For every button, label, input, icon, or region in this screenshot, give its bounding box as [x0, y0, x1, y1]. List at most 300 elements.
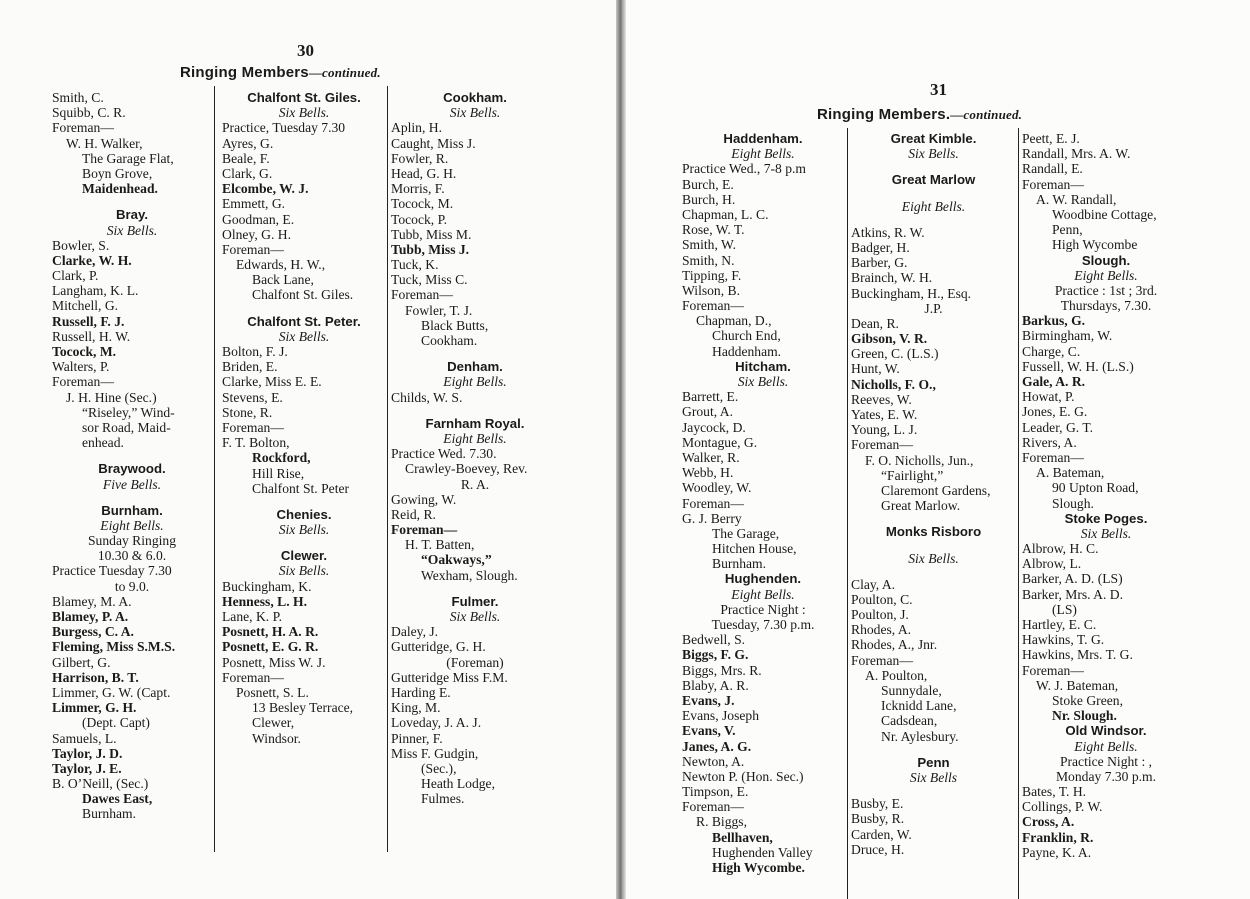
bells-note: Six Bells.: [278, 563, 330, 579]
entry-line: Woodley, W.: [682, 480, 752, 496]
spacer: [222, 496, 386, 507]
entry-line: Barrett, E.: [682, 389, 739, 405]
bells-note: Six Bells.: [278, 522, 330, 538]
entry-line: Rhodes, A.: [851, 622, 912, 638]
entry-line: Black Butts,: [421, 317, 489, 333]
entry-line: Woodbine Cottage,: [1052, 206, 1157, 222]
entry-line: Pinner, F.: [391, 730, 443, 746]
entry-line: Maidenhead.: [82, 181, 158, 197]
entry-line: Barber, G.: [851, 255, 908, 271]
entry-line: Foreman—: [682, 495, 744, 511]
bells-note: Six Bells.: [449, 609, 501, 624]
entry-line: H. T. Batten,: [405, 537, 475, 553]
entry-line: Rockford,: [252, 450, 311, 466]
entry-line: Clewer,: [252, 715, 295, 731]
entry-line: Busby, R.: [851, 811, 905, 827]
section-heading: Clewer.: [280, 548, 328, 564]
entry-line: Charge, C.: [1022, 343, 1081, 359]
entry-line: Cadsdean,: [881, 713, 938, 729]
entry-line: Caught, Miss J.: [391, 135, 476, 151]
entry-line: Practice Night : ,: [1059, 753, 1153, 769]
entry-line: Foreman—: [52, 120, 114, 136]
entry-line: Foreman—: [682, 799, 744, 815]
entry-line: Ayres, G.: [222, 135, 274, 151]
entry-line: Limmer, G. H.: [52, 700, 137, 716]
bells-note: Six Bells.: [908, 550, 959, 566]
entry-line: Briden, E.: [222, 359, 278, 375]
entry-line: Howat, P.: [1022, 389, 1075, 405]
entry-line: Burch, H.: [682, 191, 736, 207]
bells-note: Six Bells.: [737, 374, 789, 389]
entry-line: B. O’Neill, (Sec.): [52, 776, 149, 792]
entry-line: High Wycombe.: [712, 860, 805, 875]
entry-line: Clarke, W. H.: [52, 252, 132, 268]
spacer: [851, 540, 1016, 551]
entry-line: Tubb, Miss M.: [391, 226, 472, 242]
column-2: [222, 90, 386, 746]
section-heading: Chalfont St. Giles.: [247, 90, 361, 105]
entry-line: Randall, E.: [1022, 161, 1083, 177]
entry-line: Back Lane,: [252, 272, 314, 288]
entry-line: Gale, A. R.: [1022, 374, 1086, 389]
entry-line: Posnett, S. L.: [236, 684, 309, 700]
entry-line: Poulton, J.: [851, 607, 909, 623]
entry-line: Boyn Grove,: [82, 165, 153, 181]
entry-line: Reid, R.: [391, 506, 436, 522]
entry-line: Rivers, A.: [1022, 434, 1077, 450]
entry-line: Green, C. (L.S.): [851, 346, 939, 362]
entry-line: Albrow, H. C.: [1022, 541, 1099, 557]
column-divider: [214, 86, 215, 852]
entry-line: Carden, W.: [851, 826, 912, 842]
spacer: [52, 450, 212, 461]
entry-line: Reeves, W.: [851, 391, 912, 407]
entry-line: High Wycombe: [1052, 237, 1138, 253]
entry-line: Foreman—: [851, 437, 913, 453]
entry-line: Franklin, R.: [1022, 829, 1094, 845]
section-heading: Burnham.: [101, 502, 163, 518]
bells-note: Eight Bells.: [901, 198, 966, 214]
section-heading: Cookham.: [443, 90, 507, 105]
entry-line: Grout, A.: [682, 404, 733, 420]
entry-line: Chalfont St. Giles.: [252, 287, 354, 303]
column-2: [851, 131, 1016, 857]
entry-line: Blamey, P. A.: [52, 609, 129, 624]
bells-note: Six Bells.: [1080, 525, 1132, 541]
bells-note: Six Bells.: [449, 105, 501, 121]
entry-line: to 9.0.: [114, 578, 150, 594]
entry-line: (Dept. Capt): [82, 715, 150, 731]
entry-line: Dean, R.: [851, 315, 899, 331]
entry-line: Bedwell, S.: [682, 632, 746, 648]
entry-line: Stevens, E.: [222, 389, 283, 405]
entry-line: F. O. Nicholls, Jun.,: [865, 452, 974, 468]
entry-line: Hawkins, Mrs. T. G.: [1022, 647, 1133, 663]
section-heading: Slough.: [1081, 252, 1131, 268]
entry-line: (Foreman): [446, 654, 504, 670]
entry-line: Bolton, F. J.: [222, 344, 288, 359]
entry-line: W. H. Walker,: [66, 135, 143, 151]
entry-line: “Fairlight,”: [881, 467, 944, 483]
page-title-continued: —continued.: [308, 65, 381, 80]
entry-line: Posnett, Miss W. J.: [222, 654, 326, 670]
entry-line: Posnett, E. G. R.: [222, 639, 319, 655]
entry-line: Tuck, Miss C.: [391, 272, 468, 288]
entry-line: J.P.: [924, 300, 943, 316]
spacer: [391, 583, 559, 594]
entry-line: The Garage Flat,: [82, 150, 174, 166]
bells-note: Eight Bells.: [1074, 267, 1138, 283]
entry-line: Elcombe, W. J.: [222, 181, 309, 197]
entry-line: Slough.: [1052, 495, 1094, 511]
entry-line: Fussell, W. H. (L.S.): [1022, 358, 1134, 374]
entry-line: Bates, T. H.: [1022, 784, 1087, 800]
bells-note: Five Bells.: [102, 476, 162, 492]
entry-line: Russell, F. J.: [52, 313, 125, 329]
entry-line: Evans, Joseph: [682, 708, 760, 724]
entry-line: Heath Lodge,: [421, 776, 495, 792]
entry-line: Blaby, A. R.: [682, 677, 749, 693]
entry-line: Penn,: [1052, 222, 1083, 238]
entry-line: Randall, Mrs. A. W.: [1022, 146, 1131, 162]
page-number: 30: [297, 41, 314, 60]
entry-line: Langham, K. L.: [52, 283, 139, 299]
entry-line: Bellhaven,: [712, 829, 773, 845]
entry-line: Practice Tuesday 7.30: [52, 563, 172, 579]
entry-line: Practice : 1st ; 3rd.: [1054, 282, 1158, 298]
entry-line: Miss F. Gudgin,: [391, 745, 479, 761]
entry-line: Loveday, J. A. J.: [391, 715, 482, 731]
entry-line: Collings, P. W.: [1022, 799, 1103, 815]
section-heading: Penn: [917, 754, 950, 770]
section-heading: Haddenham.: [723, 131, 803, 146]
spacer: [52, 196, 212, 207]
entry-line: Church End,: [712, 328, 781, 344]
entry-line: Yates, E. W.: [851, 407, 918, 422]
entry-line: Great Marlow.: [881, 498, 961, 514]
entry-line: Barker, A. D. (LS): [1022, 571, 1123, 587]
bells-note: Eight Bells.: [731, 586, 795, 602]
entry-line: Sunnydale,: [881, 683, 942, 698]
entry-line: Foreman—: [1022, 662, 1084, 678]
section-heading: Monks Risboro: [885, 524, 982, 540]
entry-line: Webb, H.: [682, 465, 734, 481]
entry-line: Barker, Mrs. A. D.: [1022, 586, 1124, 602]
entry-line: Wilson, B.: [682, 282, 740, 298]
entry-line: Rhodes, A., Jnr.: [851, 637, 938, 653]
entry-line: R. Biggs,: [696, 814, 747, 830]
section-heading: Chalfont St. Peter.: [247, 313, 361, 329]
entry-line: Sunday Ringing: [88, 533, 176, 549]
entry-line: Jaycock, D.: [682, 419, 746, 435]
entry-line: Buckingham, H., Esq.: [851, 285, 972, 301]
entry-line: 10.30 & 6.0.: [97, 548, 167, 564]
column-3: [1022, 131, 1190, 860]
entry-line: Foreman—: [1022, 449, 1084, 465]
bells-note: Six Bells.: [908, 146, 959, 162]
entry-line: Hill Rise,: [252, 465, 305, 481]
entry-line: Foreman—: [222, 241, 284, 257]
entry-line: Druce, H.: [851, 841, 905, 857]
entry-line: Foreman—: [222, 419, 284, 435]
entry-line: A. Poulton,: [865, 667, 928, 683]
page-title: [180, 64, 381, 81]
entry-line: Chapman, L. C.: [682, 206, 769, 222]
entry-line: F. T. Bolton,: [222, 435, 290, 451]
section-heading: Bray.: [115, 207, 148, 223]
entry-line: Tuesday, 7.30 p.m.: [711, 617, 815, 632]
entry-line: Janes, A. G.: [682, 738, 752, 754]
entry-line: 90 Upton Road,: [1052, 480, 1139, 496]
entry-line: Gilbert, G.: [52, 654, 111, 670]
entry-line: Montague, G.: [682, 434, 758, 450]
bells-note: Six Bells.: [106, 222, 158, 238]
entry-line: The Garage,: [712, 525, 780, 541]
spacer: [222, 303, 386, 314]
page-title-text: Ringing Members: [180, 64, 309, 81]
spacer: [851, 744, 1016, 755]
entry-line: Hunt, W.: [851, 361, 900, 377]
entry-line: Henness, L. H.: [222, 593, 307, 609]
entry-line: Emmett, G.: [222, 196, 286, 212]
entry-line: Lane, K. P.: [222, 609, 283, 624]
entry-line: Foreman—: [222, 669, 284, 685]
column-1: [682, 131, 844, 875]
entry-line: Walker, R.: [682, 449, 740, 465]
entry-line: Thursdays, 7.30.: [1060, 298, 1152, 314]
entry-line: Chapman, D.,: [696, 313, 772, 329]
entry-line: Olney, G. H.: [222, 226, 291, 242]
page-number: 31: [930, 80, 947, 99]
entry-line: W. J. Bateman,: [1036, 677, 1119, 693]
entry-line: Chalfont St. Peter: [252, 480, 350, 496]
entry-line: Foreman—: [391, 522, 458, 538]
entry-line: Nr. Aylesbury.: [881, 728, 959, 744]
entry-line: Smith, N.: [682, 252, 735, 268]
entry-line: J. H. Hine (Sec.): [66, 389, 157, 405]
entry-line: Haddenham.: [712, 343, 782, 359]
entry-line: Newton, A.: [682, 753, 745, 769]
book-gutter: [616, 0, 626, 899]
entry-line: Crawley-Boevey, Rev.: [405, 461, 528, 477]
spacer: [851, 188, 1016, 199]
entry-line: enhead.: [82, 435, 124, 451]
entry-line: Tocock, P.: [391, 211, 448, 227]
entry-line: Childs, W. S.: [391, 389, 463, 405]
page-title-text: Ringing Members.: [817, 106, 951, 123]
entry-line: Buckingham, K.: [222, 578, 312, 594]
entry-line: Practice Night :: [720, 601, 806, 617]
section-heading: Hughenden.: [724, 571, 802, 587]
entry-line: Walters, P.: [52, 359, 110, 375]
section-heading: Great Kimble.: [890, 131, 977, 146]
entry-line: Harrison, B. T.: [52, 669, 139, 685]
entry-line: Taylor, J. E.: [52, 760, 122, 776]
entry-line: Limmer, G. W. (Capt.: [52, 684, 171, 700]
entry-line: Taylor, J. D.: [52, 745, 123, 761]
entry-line: Practice Wed. 7.30.: [391, 446, 497, 462]
entry-line: Fleming, Miss S.M.S.: [52, 639, 176, 655]
entry-line: 13 Besley Terrace,: [252, 700, 354, 716]
entry-line: Gibson, V. R.: [851, 331, 928, 347]
entry-line: Jones, E. G.: [1022, 404, 1088, 420]
entry-line: Burnham.: [712, 556, 766, 572]
entry-line: Practice Wed., 7-8 p.m: [682, 161, 806, 177]
entry-line: Harding E.: [391, 684, 451, 700]
entry-line: Foreman—: [851, 652, 913, 668]
entry-line: R. A.: [460, 476, 490, 492]
entry-line: A. W. Randall,: [1036, 191, 1117, 207]
spacer: [851, 214, 1016, 225]
spacer: [222, 537, 386, 548]
entry-line: Fulmes.: [421, 791, 465, 807]
entry-line: Clarke, Miss E. E.: [222, 374, 322, 390]
entry-line: Aplin, H.: [391, 120, 442, 136]
entry-line: Samuels, L.: [52, 730, 117, 746]
entry-line: Clay, A.: [851, 576, 896, 592]
entry-line: Hitchen House,: [712, 541, 797, 557]
entry-line: “Oakways,”: [421, 552, 492, 568]
entry-line: Tocock, M.: [391, 196, 454, 212]
column-1: [52, 90, 212, 822]
entry-line: Burch, E.: [682, 176, 734, 192]
entry-line: Tuck, K.: [391, 257, 439, 273]
entry-line: Burgess, C. A.: [52, 624, 134, 640]
entry-line: Beale, F.: [222, 150, 270, 166]
entry-line: Goodman, E.: [222, 211, 295, 227]
entry-line: King, M.: [391, 700, 441, 716]
entry-line: (LS): [1052, 601, 1077, 617]
entry-line: Timpson, E.: [682, 784, 749, 800]
entry-line: Stone, R.: [222, 404, 273, 420]
section-heading: Hitcham.: [735, 358, 791, 374]
entry-line: Burnham.: [82, 806, 136, 822]
entry-line: Windsor.: [252, 730, 301, 746]
entry-line: Posnett, H. A. R.: [222, 624, 319, 640]
entry-line: Newton P. (Hon. Sec.): [682, 768, 804, 784]
entry-line: Gowing, W.: [391, 491, 457, 507]
section-heading: Great Marlow: [891, 172, 976, 188]
entry-line: Blamey, M. A.: [52, 593, 132, 609]
entry-line: A. Bateman,: [1036, 465, 1105, 481]
bells-note: Eight Bells.: [100, 517, 164, 533]
entry-line: Badger, H.: [851, 239, 910, 255]
entry-line: “Riseley,” Wind-: [82, 404, 175, 420]
entry-line: Nr. Slough.: [1052, 708, 1117, 724]
entry-line: Gutteridge Miss F.M.: [391, 669, 508, 685]
entry-line: Squibb, C. R.: [52, 105, 126, 121]
entry-line: Poulton, C.: [851, 591, 913, 607]
bells-note: Eight Bells.: [443, 430, 507, 446]
entry-line: Tipping, F.: [682, 267, 742, 283]
entry-line: Nicholls, F. O.,: [851, 376, 936, 392]
entry-line: Morris, F.: [391, 181, 445, 197]
entry-line: Birmingham, W.: [1022, 328, 1113, 344]
bells-note: Six Bells.: [278, 105, 330, 121]
entry-line: Hughenden Valley: [712, 844, 813, 860]
entry-line: G. J. Berry: [682, 510, 742, 526]
entry-line: Icknidd Lane,: [881, 698, 957, 714]
spacer: [391, 405, 559, 416]
entry-line: Smith, W.: [682, 237, 737, 253]
entry-line: Young, L. J.: [851, 422, 918, 438]
entry-line: Tubb, Miss J.: [391, 241, 470, 257]
entry-line: Dawes East,: [82, 791, 153, 807]
entry-line: Fowler, R.: [391, 150, 449, 166]
entry-line: Biggs, F. G.: [682, 647, 749, 663]
right-page: [626, 0, 1250, 899]
spacer: [851, 513, 1016, 524]
section-heading: Old Windsor.: [1065, 723, 1147, 739]
entry-line: Rose, W. T.: [682, 222, 745, 238]
entry-line: Foreman—: [682, 298, 744, 314]
entry-line: Daley, J.: [391, 624, 439, 640]
entry-line: Bowler, S.: [52, 237, 110, 253]
entry-line: Albrow, L.: [1022, 556, 1082, 572]
column-divider: [847, 128, 848, 899]
entry-line: Smith, C.: [52, 90, 104, 105]
column-3: [391, 90, 559, 806]
entry-line: Foreman—: [391, 287, 453, 303]
column-divider: [1018, 128, 1019, 899]
section-heading: Chenies.: [276, 506, 332, 522]
bells-note: Six Bells: [909, 769, 958, 785]
entry-line: Tocock, M.: [52, 344, 117, 359]
spacer: [851, 566, 1016, 577]
entry-line: Mitchell, G.: [52, 298, 119, 314]
spacer: [391, 348, 559, 359]
section-heading: Braywood.: [98, 461, 166, 477]
entry-line: Leader, G. T.: [1022, 419, 1094, 435]
section-heading: Farnham Royal.: [425, 415, 525, 431]
entry-line: Payne, K. A.: [1022, 844, 1092, 860]
entry-line: Cookham.: [421, 333, 478, 348]
entry-line: Fowler, T. J.: [405, 302, 473, 318]
entry-line: Brainch, W. H.: [851, 270, 933, 286]
entry-line: Hawkins, T. G.: [1022, 632, 1105, 648]
spacer: [52, 492, 212, 503]
bells-note: Eight Bells.: [1074, 738, 1138, 754]
bells-note: Eight Bells.: [731, 146, 795, 162]
entry-line: Hartley, E. C.: [1022, 617, 1097, 632]
entry-line: Clark, G.: [222, 165, 273, 181]
section-heading: Denham.: [447, 359, 503, 375]
section-heading: Fulmer.: [451, 593, 499, 609]
entry-line: (Sec.),: [421, 760, 457, 776]
bells-note: Eight Bells.: [443, 374, 507, 390]
entry-line: Foreman—: [1022, 176, 1084, 192]
entry-line: Atkins, R. W.: [851, 224, 925, 240]
entry-line: Wexham, Slough.: [421, 567, 518, 583]
entry-line: Barkus, G.: [1022, 313, 1086, 329]
bells-note: Six Bells.: [278, 328, 330, 344]
entry-line: Claremont Gardens,: [881, 482, 991, 498]
entry-line: Gutteridge, G. H.: [391, 639, 486, 655]
section-heading: Stoke Poges.: [1064, 510, 1148, 526]
entry-line: Edwards, H. W.,: [236, 257, 326, 273]
entry-line: Cross, A.: [1022, 814, 1075, 830]
column-divider: [387, 86, 388, 852]
entry-line: sor Road, Maid-: [82, 419, 171, 435]
entry-line: Biggs, Mrs. R.: [682, 662, 762, 678]
spacer: [851, 161, 1016, 172]
entry-line: Foreman—: [52, 374, 114, 390]
entry-line: Clark, P.: [52, 268, 99, 284]
entry-line: Monday 7.30 p.m.: [1055, 768, 1157, 784]
page-title: [817, 106, 1022, 123]
entry-line: Busby, E.: [851, 796, 904, 812]
entry-line: Stoke Green,: [1052, 692, 1123, 708]
